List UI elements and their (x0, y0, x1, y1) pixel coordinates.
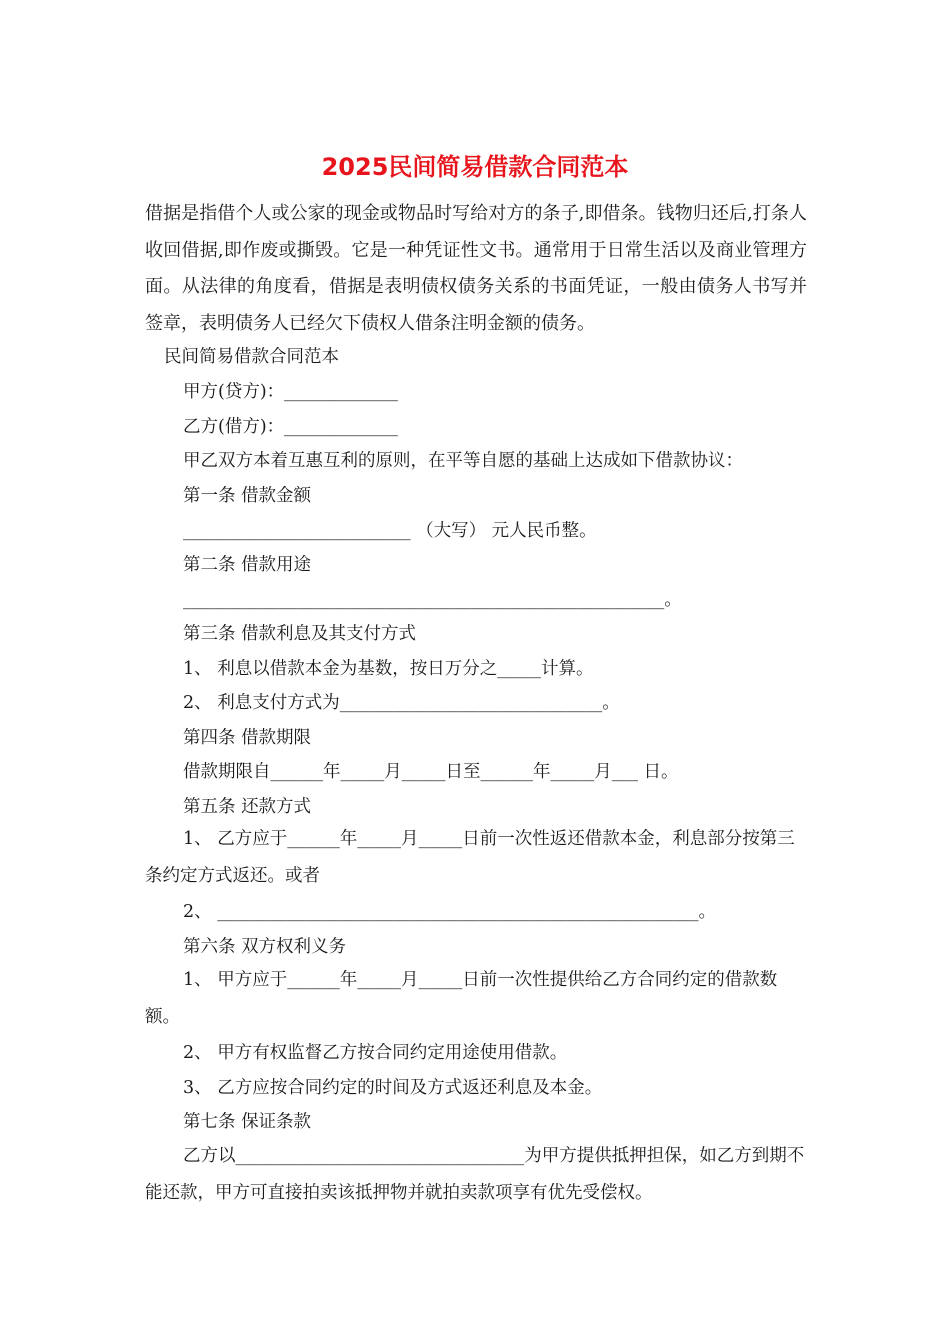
article-3-item-1: 1、 利息以借款本金为基数，按日万分之_____计算。 (183, 659, 594, 679)
party-b-line: 乙方(借方)：_____________ (183, 417, 398, 437)
article-4-body: 借款期限自______年_____月_____日至______年_____月___ 日。 (183, 762, 679, 782)
article-6-item-1: 1、 甲方应于______年_____月_____日前一次性提供给乙方合同约定的借款数额。 (145, 970, 778, 1027)
article-1-body: __________________________ （大写） 元人民币整。 (183, 521, 597, 541)
article-6-title: 第六条 双方权利义务 (183, 937, 347, 957)
document-title: 2025民间简易借款合同范本 (321, 153, 629, 181)
preamble: 甲乙双方本着互惠互利的原则，在平等自愿的基础上达成如下借款协议： (183, 451, 743, 471)
intro-paragraph: 借据是指借个人或公家的现金或物品时写给对方的条子,即借条。钱物归还后,打条人收回借据,即作废或撕毁。它是一种凭证性文书。通常用于日常生活以及商业管理方面。从法律的角度看，借据是表明债权债务关系的书面凭证，一般由债务人书写并签章，表明债务人已经欠下债权人借条注明金额的债务。 (145, 203, 807, 334)
contract-subtitle: 民间简易借款合同范本 (164, 347, 339, 367)
article-5-item-2: 2、 _______________________________________________________。 (183, 902, 716, 922)
article-6-item-2: 2、 甲方有权监督乙方按合同约定用途使用借款。 (183, 1043, 568, 1063)
article-5-title: 第五条 还款方式 (183, 797, 312, 817)
article-6-item-3: 3、 乙方应按合同约定的时间及方式返还利息及本金。 (183, 1078, 603, 1098)
article-7-title: 第七条 保证条款 (183, 1112, 312, 1132)
article-4-title: 第四条 借款期限 (183, 728, 312, 748)
article-2-title: 第二条 借款用途 (183, 555, 312, 575)
article-3-item-2: 2、 利息支付方式为______________________________。 (183, 693, 620, 713)
article-2-body: _______________________________________________________。 (183, 590, 682, 610)
article-7-body: 乙方以_________________________________为甲方提供抵押担保，如乙方到期不能还款，甲方可直接拍卖该抵押物并就拍卖款项享有优先受偿权。 (145, 1146, 805, 1203)
article-5-item-1: 1、 乙方应于______年_____月_____日前一次性返还借款本金，利息部分按第三条约定方式返还。或者 (145, 829, 795, 886)
article-1-title: 第一条 借款金额 (183, 486, 312, 506)
article-3-title: 第三条 借款利息及其支付方式 (183, 624, 417, 644)
party-a-line: 甲方(贷方)：_____________ (183, 382, 398, 402)
